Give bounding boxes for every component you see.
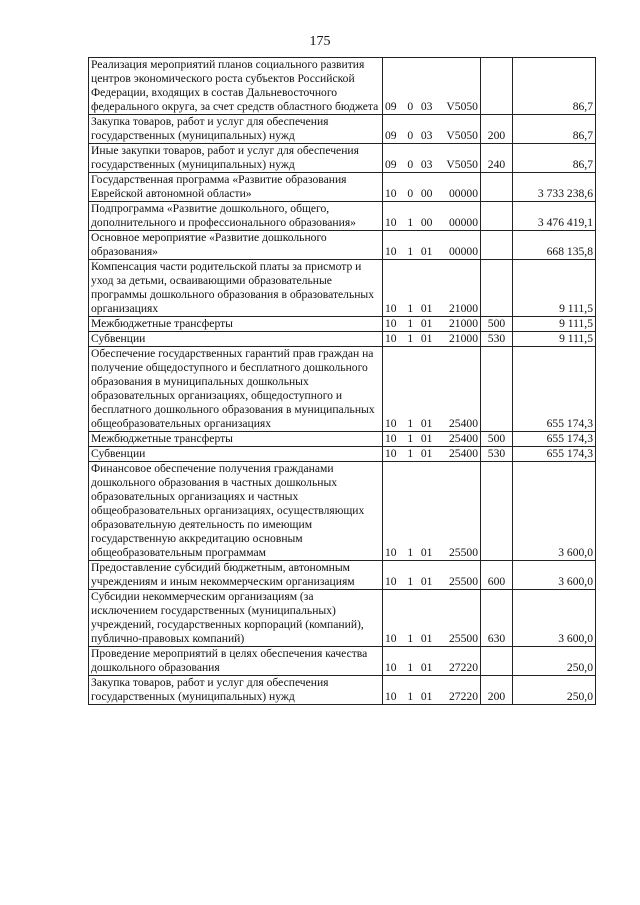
- code-om: 01: [420, 447, 433, 460]
- row-code: [383, 317, 481, 332]
- code-gp: 09: [385, 100, 397, 113]
- code-pp: 1: [407, 661, 414, 674]
- code-gp: 10: [385, 317, 397, 330]
- table-row: [89, 332, 596, 347]
- code-parts: [385, 100, 478, 114]
- row-amount: 3 733 238,6: [513, 173, 596, 202]
- row-name: Основное мероприятие «Развитие дошкольного образования»: [89, 231, 383, 260]
- row-expense-type: [481, 231, 513, 260]
- budget-table-body: [89, 58, 596, 705]
- row-expense-type: 500: [481, 317, 513, 332]
- row-name: Иные закупки товаров, работ и услуг для обеспечения государственных (муниципальных) нужд: [89, 144, 383, 173]
- code-pp: 0: [407, 187, 414, 200]
- code-pp: 1: [407, 575, 414, 588]
- code-parts: [385, 245, 478, 259]
- code-dir: 21000: [449, 302, 478, 315]
- row-expense-type: [481, 647, 513, 676]
- code-parts: [385, 546, 478, 560]
- table-row: [89, 115, 596, 144]
- code-gp: 10: [385, 575, 397, 588]
- row-amount: 250,0: [513, 647, 596, 676]
- code-dir: 25400: [449, 417, 478, 430]
- row-code: [383, 202, 481, 231]
- table-row: [89, 173, 596, 202]
- code-gp: 09: [385, 129, 397, 142]
- row-code: [383, 676, 481, 705]
- row-expense-type: [481, 202, 513, 231]
- code-parts: [385, 187, 478, 201]
- row-expense-type: [481, 347, 513, 432]
- code-om: 01: [420, 690, 433, 703]
- code-dir: 27220: [449, 661, 478, 674]
- table-row: [89, 647, 596, 676]
- row-expense-type: [481, 58, 513, 115]
- code-dir: 00000: [449, 187, 478, 200]
- code-dir: 21000: [449, 332, 478, 345]
- row-name: Обеспечение государственных гарантий прав граждан на получение общедоступного и бесплатного дошкольного образования в муниципальных дошкольных образовательных организациях, общедоступного и бесплатного дошкольного образования в муниципальных общеобразовательных организациях: [89, 347, 383, 432]
- row-expense-type: [481, 173, 513, 202]
- row-name: Субвенции: [89, 447, 383, 462]
- code-dir: 25400: [449, 447, 478, 460]
- row-code: [383, 561, 481, 590]
- row-expense-type: 530: [481, 447, 513, 462]
- table-row: [89, 462, 596, 561]
- code-om: 01: [420, 332, 433, 345]
- code-gp: 10: [385, 245, 397, 258]
- table-row: [89, 590, 596, 647]
- budget-table: [88, 57, 596, 705]
- row-amount: 86,7: [513, 115, 596, 144]
- row-code: [383, 590, 481, 647]
- row-amount: 655 174,3: [513, 432, 596, 447]
- code-parts: [385, 417, 478, 431]
- code-pp: 1: [407, 447, 414, 460]
- code-parts: [385, 575, 478, 589]
- row-expense-type: 630: [481, 590, 513, 647]
- row-amount: 655 174,3: [513, 347, 596, 432]
- row-amount: 655 174,3: [513, 447, 596, 462]
- row-name: Межбюджетные трансферты: [89, 432, 383, 447]
- code-gp: 10: [385, 546, 397, 559]
- row-expense-type: 530: [481, 332, 513, 347]
- page-number: 175: [309, 34, 331, 49]
- code-om: 01: [420, 661, 433, 674]
- code-pp: 1: [407, 546, 414, 559]
- row-amount: 86,7: [513, 144, 596, 173]
- row-name: Проведение мероприятий в целях обеспечения качества дошкольного образования: [89, 647, 383, 676]
- code-parts: [385, 690, 478, 704]
- code-pp: 1: [407, 302, 414, 315]
- code-dir: V5050: [446, 100, 478, 113]
- code-parts: [385, 129, 478, 143]
- row-code: [383, 347, 481, 432]
- row-amount: 9 111,5: [513, 317, 596, 332]
- table-row: [89, 317, 596, 332]
- row-code: [383, 332, 481, 347]
- row-name: Закупка товаров, работ и услуг для обеспечения государственных (муниципальных) нужд: [89, 115, 383, 144]
- code-dir: 21000: [449, 317, 478, 330]
- table-row: [89, 432, 596, 447]
- row-name: Реализация мероприятий планов социального развития центров экономического роста субъектов Российской Федерации, входящих в состав Дальневосточного федерального округа, за счет средств областного бюджета: [89, 58, 383, 115]
- row-name: Компенсация части родительской платы за присмотр и уход за детьми, осваивающими образовательные программы дошкольного образования в образовательных организациях: [89, 260, 383, 317]
- code-om: 01: [420, 302, 433, 315]
- code-om: 03: [420, 100, 433, 113]
- code-om: 00: [420, 187, 433, 200]
- row-expense-type: 240: [481, 144, 513, 173]
- table-row: [89, 561, 596, 590]
- code-gp: 10: [385, 216, 397, 229]
- table-row: [89, 260, 596, 317]
- row-name: Межбюджетные трансферты: [89, 317, 383, 332]
- code-pp: 1: [407, 632, 414, 645]
- row-amount: 3 476 419,1: [513, 202, 596, 231]
- row-name: Предоставление субсидий бюджетным, автономным учреждениям и иным некоммерческим организациям: [89, 561, 383, 590]
- code-om: 01: [420, 546, 433, 559]
- code-dir: V5050: [446, 129, 478, 142]
- table-row: [89, 347, 596, 432]
- row-amount: 3 600,0: [513, 462, 596, 561]
- row-code: [383, 647, 481, 676]
- row-amount: 9 111,5: [513, 260, 596, 317]
- row-name: Субсидии некоммерческим организациям (за исключением государственных (муниципальных) учреждений, государственных корпораций (компаний), публично-правовых компаний): [89, 590, 383, 647]
- table-row: [89, 58, 596, 115]
- code-parts: [385, 432, 478, 446]
- code-pp: 0: [407, 158, 414, 171]
- code-dir: V5050: [446, 158, 478, 171]
- row-code: [383, 462, 481, 561]
- code-om: 01: [420, 432, 433, 445]
- code-om: 01: [420, 245, 433, 258]
- code-om: 01: [420, 632, 433, 645]
- code-pp: 1: [407, 432, 414, 445]
- row-expense-type: 600: [481, 561, 513, 590]
- row-code: [383, 144, 481, 173]
- code-om: 00: [420, 216, 433, 229]
- row-amount: 86,7: [513, 58, 596, 115]
- code-om: 01: [420, 575, 433, 588]
- code-parts: [385, 661, 478, 675]
- table-row: [89, 202, 596, 231]
- code-gp: 10: [385, 332, 397, 345]
- code-parts: [385, 216, 478, 230]
- code-dir: 25400: [449, 432, 478, 445]
- row-name: Финансовое обеспечение получения гражданами дошкольного образования в частных дошкольных образовательных организациях и частных общеобразовательных организациях, осуществляющих образовательную деятельность по имеющим государственную аккредитацию основным общеобразовательным программам: [89, 462, 383, 561]
- code-pp: 0: [407, 100, 414, 113]
- code-dir: 25500: [449, 575, 478, 588]
- code-gp: 10: [385, 302, 397, 315]
- row-amount: 3 600,0: [513, 590, 596, 647]
- row-amount: 3 600,0: [513, 561, 596, 590]
- code-pp: 1: [407, 317, 414, 330]
- row-expense-type: [481, 260, 513, 317]
- row-expense-type: 200: [481, 676, 513, 705]
- code-gp: 10: [385, 690, 397, 703]
- row-expense-type: [481, 462, 513, 561]
- row-name: Субвенции: [89, 332, 383, 347]
- row-amount: 668 135,8: [513, 231, 596, 260]
- row-expense-type: 200: [481, 115, 513, 144]
- code-pp: 1: [407, 332, 414, 345]
- code-om: 03: [420, 129, 433, 142]
- code-dir: 25500: [449, 546, 478, 559]
- code-pp: 1: [407, 245, 414, 258]
- row-code: [383, 260, 481, 317]
- code-parts: [385, 332, 478, 346]
- table-row: [89, 447, 596, 462]
- row-code: [383, 447, 481, 462]
- row-amount: 250,0: [513, 676, 596, 705]
- row-code: [383, 432, 481, 447]
- code-gp: 10: [385, 187, 397, 200]
- code-parts: [385, 632, 478, 646]
- code-pp: 1: [407, 417, 414, 430]
- code-om: 03: [420, 158, 433, 171]
- row-name: Государственная программа «Развитие образования Еврейской автономной области»: [89, 173, 383, 202]
- row-code: [383, 231, 481, 260]
- code-gp: 10: [385, 447, 397, 460]
- code-parts: [385, 302, 478, 316]
- code-gp: 09: [385, 158, 397, 171]
- code-gp: 10: [385, 417, 397, 430]
- code-dir: 00000: [449, 245, 478, 258]
- code-dir: 27220: [449, 690, 478, 703]
- code-om: 01: [420, 417, 433, 430]
- row-expense-type: 500: [481, 432, 513, 447]
- row-name: Подпрограмма «Развитие дошкольного, общего, дополнительного и профессионального образования»: [89, 202, 383, 231]
- code-pp: 1: [407, 690, 414, 703]
- code-parts: [385, 447, 478, 461]
- row-code: [383, 58, 481, 115]
- table-row: [89, 144, 596, 173]
- row-code: [383, 173, 481, 202]
- table-row: [89, 231, 596, 260]
- code-dir: 25500: [449, 632, 478, 645]
- code-parts: [385, 317, 478, 331]
- code-gp: 10: [385, 432, 397, 445]
- code-gp: 10: [385, 632, 397, 645]
- code-pp: 1: [407, 216, 414, 229]
- code-dir: 00000: [449, 216, 478, 229]
- row-name: Закупка товаров, работ и услуг для обеспечения государственных (муниципальных) нужд: [89, 676, 383, 705]
- code-om: 01: [420, 317, 433, 330]
- code-pp: 0: [407, 129, 414, 142]
- code-gp: 10: [385, 661, 397, 674]
- code-parts: [385, 158, 478, 172]
- table-row: [89, 676, 596, 705]
- row-amount: 9 111,5: [513, 332, 596, 347]
- row-code: [383, 115, 481, 144]
